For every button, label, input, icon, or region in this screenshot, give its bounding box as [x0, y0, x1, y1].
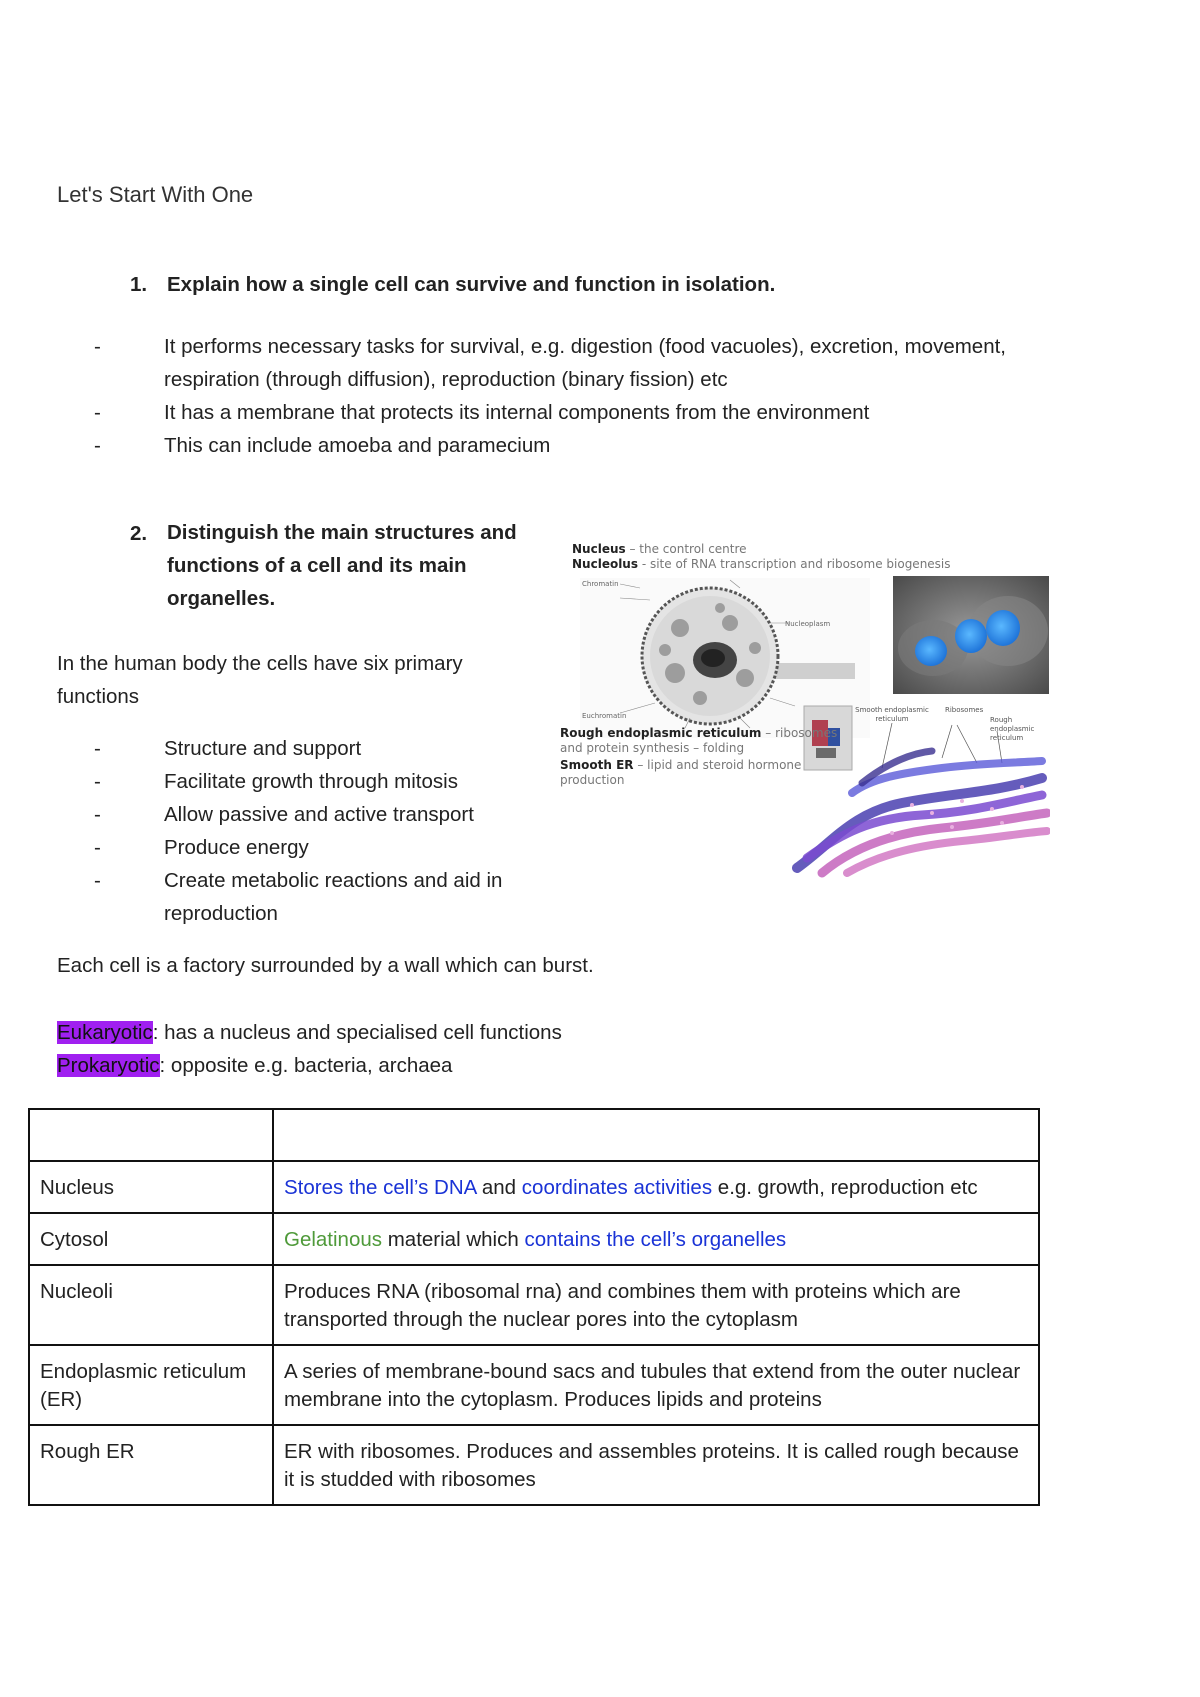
table-header-row: [29, 1109, 1039, 1161]
list-item-text: Structure and support: [164, 737, 362, 760]
table-row: [29, 1345, 1039, 1425]
nucleolus-caption-title: Nucleolus: [572, 557, 638, 571]
smooth-er-label: Smooth endoplasmic reticulum: [855, 706, 929, 723]
definition-prokaryotic: [57, 1049, 452, 1082]
question-1-text: Explain how a single cell can survive and function in isolation.: [167, 273, 776, 296]
function-text: coordinates activities: [521, 1176, 713, 1199]
function-text: e.g. growth, reproduction etc: [712, 1176, 978, 1199]
organelle-function-cell: [273, 1161, 1039, 1213]
nucleus-caption-title: Nucleus: [572, 542, 626, 556]
function-text: and: [476, 1176, 522, 1199]
term-prokaryotic: Prokaryotic: [57, 1054, 160, 1077]
list-item-text: It performs necessary tasks for survival, e.g. digestion (food vacuoles), excretion, movement, respiration (through diffusion), reproduction (binary fission) etc: [164, 335, 1006, 391]
organelle-name-cell: Cytosol: [29, 1213, 273, 1265]
rough-er-caption-desc-2: and protein synthesis – folding: [560, 741, 745, 755]
functions-intro: In the human body the cells have six primary functions: [57, 652, 463, 708]
smooth-er-caption-desc-2: production: [560, 773, 625, 787]
smooth-er-caption: [560, 758, 820, 788]
factory-statement: Each cell is a factory surrounded by a wall which can burst.: [57, 954, 594, 977]
question-1-bullets: [92, 330, 1052, 462]
page-heading: Let's Start With One: [57, 182, 254, 207]
table-row: [29, 1213, 1039, 1265]
function-text: ER with ribosomes. Produces and assembles proteins. It is called rough because it is studded with ribosomes: [284, 1440, 1019, 1491]
table-row: [29, 1425, 1039, 1505]
function-text: material which: [382, 1228, 525, 1251]
rough-er-caption: [560, 726, 860, 756]
organelle-name-cell: Nucleoli: [29, 1265, 273, 1345]
list-item-text: Facilitate growth through mitosis: [164, 770, 458, 793]
nucleolus-caption-desc: - site of RNA transcription and ribosome biogenesis: [638, 557, 951, 571]
list-item-text: It has a membrane that protects its internal components from the environment: [164, 401, 870, 424]
list-item: - Create metabolic reactions and aid in reproduction: [94, 869, 503, 925]
list-item: - Allow passive and active transport: [94, 803, 474, 826]
definition-prokaryotic-text: : opposite e.g. bacteria, archaea: [159, 1054, 453, 1077]
svg-text:Euchromatin: Euchromatin: [582, 712, 627, 720]
rough-er-caption-title: Rough endoplasmic reticulum: [560, 726, 762, 740]
function-text: A series of membrane-bound sacs and tubules that extend from the outer nuclear membrane into the cytoplasm. Produces lipids and proteins: [284, 1360, 1021, 1411]
rough-er-caption-desc: – ribosomes: [761, 726, 838, 740]
definition-eukaryotic: [57, 1016, 562, 1049]
ribosomes-label: Ribosomes: [945, 706, 984, 714]
list-item-text: Allow passive and active transport: [164, 803, 474, 826]
organelle-function-cell: [273, 1265, 1039, 1345]
table-header-cell: [273, 1109, 1039, 1161]
list-item-text: Produce energy: [164, 836, 309, 859]
list-item: - Structure and support: [94, 737, 362, 760]
table-row: [29, 1265, 1039, 1345]
nucleus-caption-desc: – the control centre: [625, 542, 747, 556]
rough-er-label: Rough endoplasmic reticulum: [990, 716, 1035, 742]
organelle-name-cell: Endoplasmic reticulum (ER): [29, 1345, 273, 1425]
list-item: - It performs necessary tasks for survival, e.g. digestion (food vacuoles), excretion, movement, respiration (through diffusion), reproduction (binary fission) etc: [94, 335, 1006, 391]
table-header-cell: [29, 1109, 273, 1161]
function-text: Gelatinous: [284, 1228, 383, 1251]
svg-text:Chromatin: Chromatin: [582, 580, 619, 588]
svg-text:Nucleoplasm: Nucleoplasm: [785, 620, 831, 628]
question-2-text: Distinguish the main structures and functions of a cell and its main organelles.: [167, 521, 517, 610]
function-text: contains the cell’s organelles: [524, 1228, 787, 1251]
list-item: - This can include amoeba and paramecium: [94, 434, 551, 457]
nucleolus-caption: [572, 557, 1052, 572]
term-eukaryotic: Eukaryotic: [57, 1021, 153, 1044]
organelle-function-cell: [273, 1425, 1039, 1505]
list-item: - It has a membrane that protects its internal components from the environment: [94, 401, 870, 424]
question-1-number: 1.: [130, 273, 148, 296]
list-item: - Produce energy: [94, 836, 309, 859]
definition-eukaryotic-text: : has a nucleus and specialised cell functions: [152, 1021, 562, 1044]
organelle-function-cell: [273, 1345, 1039, 1425]
functions-list: [92, 732, 532, 930]
list-item: - Facilitate growth through mitosis: [94, 770, 458, 793]
function-text: Stores the cell’s DNA: [284, 1176, 477, 1199]
smooth-er-caption-desc: – lipid and steroid hormone: [633, 758, 802, 772]
table-row: [29, 1161, 1039, 1213]
organelles-table: [28, 1108, 1040, 1506]
question-2-number: 2.: [130, 522, 148, 545]
organelle-function-cell: [273, 1213, 1039, 1265]
function-text: Produces RNA (ribosomal rna) and combines them with proteins which are transported through the nuclear pores into the cytoplasm: [284, 1280, 961, 1331]
list-item-text: This can include amoeba and paramecium: [164, 434, 551, 457]
organelle-figure: [560, 538, 1050, 878]
list-item-text: Create metabolic reactions and aid in reproduction: [164, 869, 503, 925]
organelle-name-cell: Nucleus: [29, 1161, 273, 1213]
smooth-er-caption-title: Smooth ER: [560, 758, 634, 772]
nucleus-caption: [572, 542, 1052, 557]
fluorescence-micrograph: [893, 576, 1049, 694]
organelle-name-cell: Rough ER: [29, 1425, 273, 1505]
